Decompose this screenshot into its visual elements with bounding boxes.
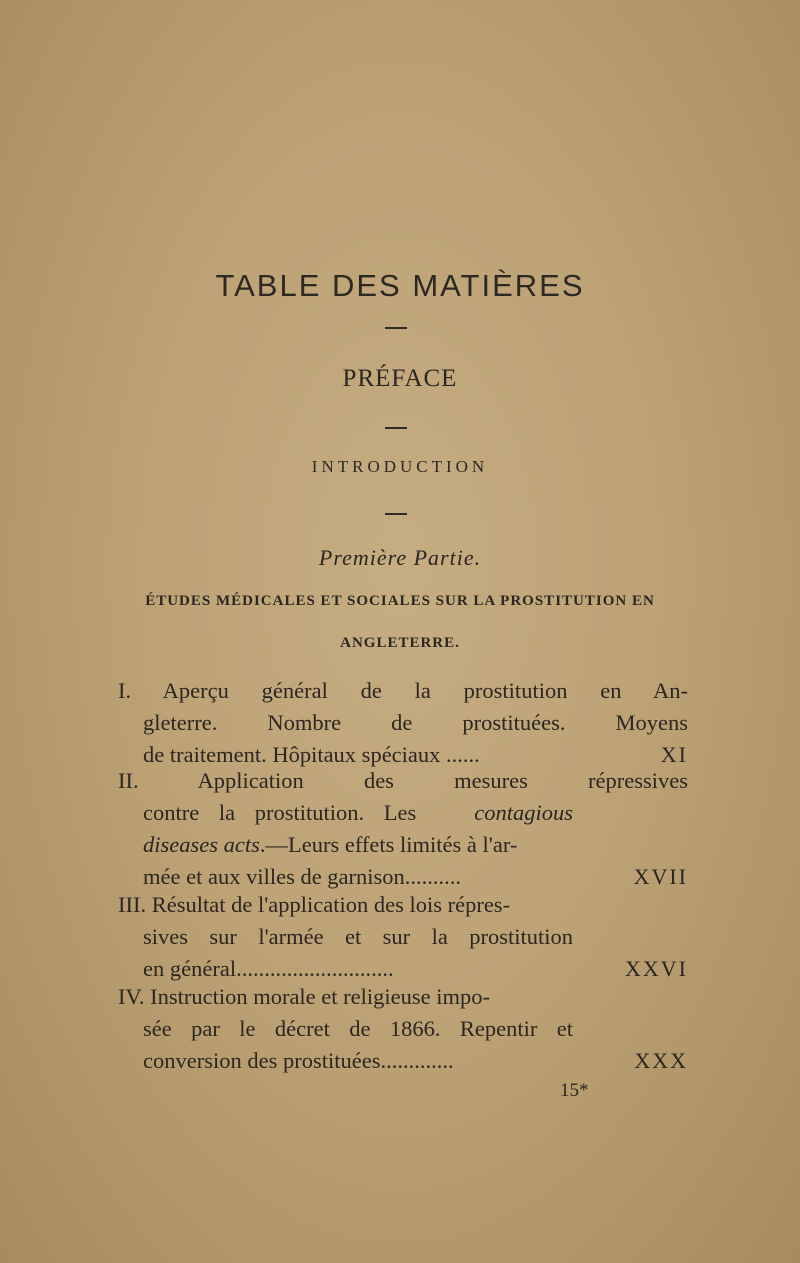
part-subtitle-line-2: ANGLETERRE. xyxy=(340,635,460,651)
toc-entry-line: mée et aux villes de garnison.......... xyxy=(143,864,462,889)
toc-entry-line: en général............................ xyxy=(143,956,394,981)
toc-entry-line: I. Aperçu général de la prostitution en An- xyxy=(118,678,688,703)
toc-entry-line: gleterre. Nombre de prostituées. Moyens xyxy=(143,710,688,735)
toc-entry-italic: diseases acts xyxy=(143,832,260,857)
page-title: TABLE DES MATIÈRES xyxy=(215,268,585,303)
preface-heading: PRÉFACE xyxy=(342,365,458,392)
part-heading: Première Partie. xyxy=(318,545,482,570)
toc-page-number: XXVI xyxy=(625,956,688,981)
toc-entry-line: III. Résultat de l'application des lois répres- xyxy=(118,892,511,917)
toc-entry-line: sée par le décret de 1866. Repentir et xyxy=(143,1016,573,1041)
toc-entry-line: II. Application des mesures répressives xyxy=(118,768,688,793)
introduction-heading: INTRODUCTION xyxy=(311,457,489,476)
toc-page-number: XVII xyxy=(633,864,688,889)
part-subtitle-line-1: ÉTUDES MÉDICALES ET SOCIALES SUR LA PROSTITUTION EN xyxy=(145,593,655,609)
divider xyxy=(385,327,407,329)
toc-page-number: XI xyxy=(660,742,688,767)
toc-entry-line: sives sur l'armée et sur la prostitution xyxy=(143,924,573,949)
toc-page-number: XXX xyxy=(634,1048,688,1073)
divider xyxy=(385,513,407,515)
toc-entry-text: contre la prostitution. Les xyxy=(143,800,417,825)
toc-entry-line-mixed xyxy=(143,798,688,828)
toc-entry-line: de traitement. Hôpitaux spéciaux ...... xyxy=(143,742,480,767)
divider xyxy=(385,427,407,429)
toc-entry-text: .—Leurs effets limités à l'ar- xyxy=(259,832,518,857)
toc-entry-italic: contagious xyxy=(474,800,573,825)
toc-entry-line-mixed xyxy=(143,830,517,860)
toc-entry-line: IV. Instruction morale et religieuse impo- xyxy=(118,984,490,1009)
toc-entry-line: conversion des prostituées............. xyxy=(143,1048,454,1073)
signature-mark: 15* xyxy=(560,1080,589,1101)
